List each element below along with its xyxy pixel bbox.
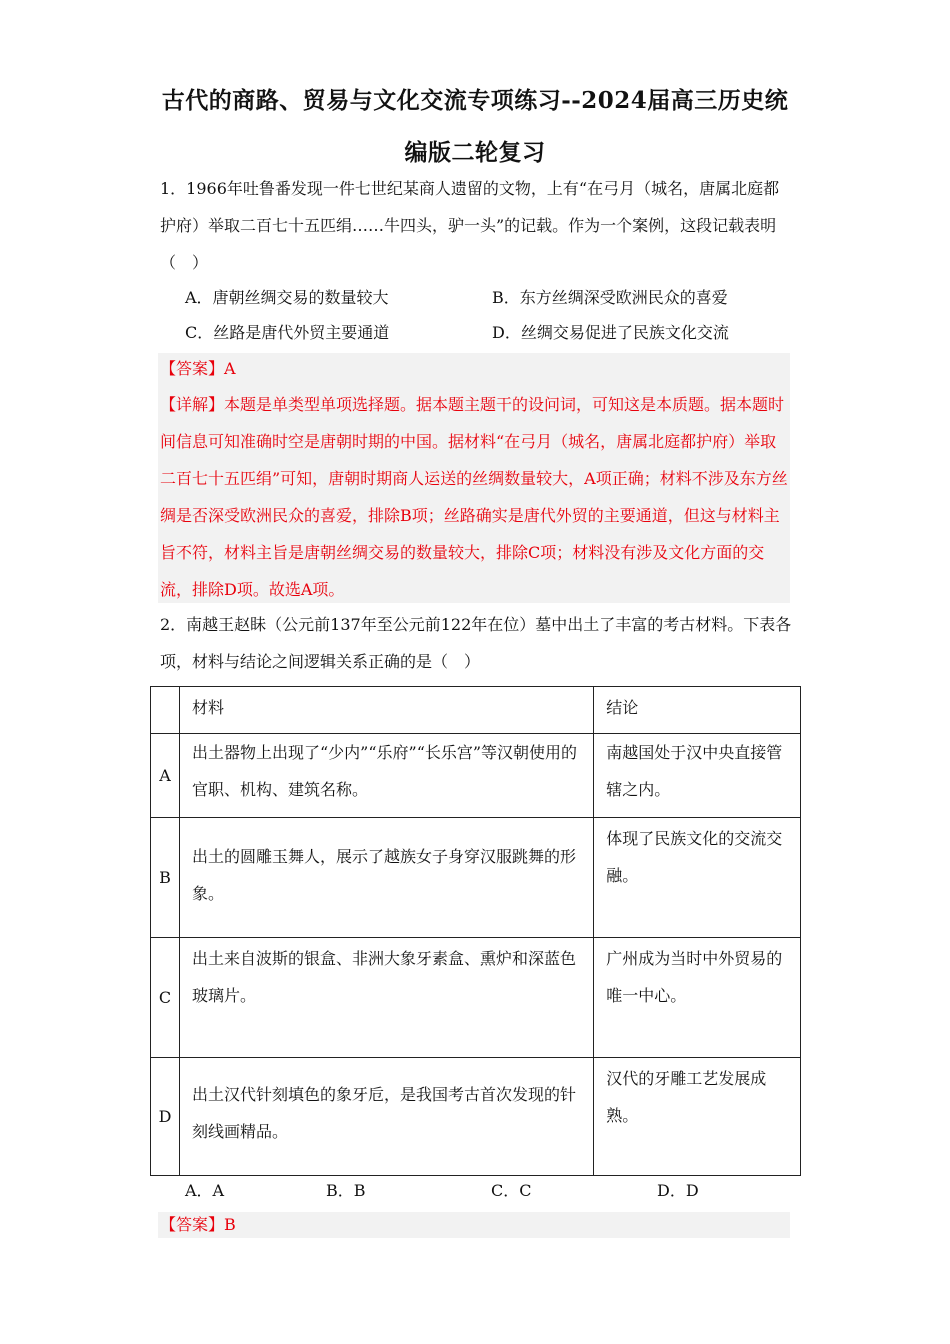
table-header-row <box>151 687 801 734</box>
q2-table <box>150 686 801 1176</box>
question-1-stem: 1．1966年吐鲁番发现一件七世纪某商人遗留的文物，上有“在弓月（城名，唐属北庭都护府）举取二百七十五匹绢……牛四头，驴一头”的记载。作为一个案例，这段记载表明（ ） <box>160 179 780 272</box>
row-a-material: 出土器物上出现了“少内”“乐府”“长乐宫”等汉朝使用的官职、机构、建筑名称。 <box>179 734 593 818</box>
row-label-a: A <box>151 734 180 818</box>
q2-option-a: A．A <box>185 1181 225 1200</box>
doc-title-line-2: 编版二轮复习 <box>404 139 546 166</box>
q2-option-c: C．C <box>491 1181 532 1200</box>
row-c-conclusion: 广州成为当时中外贸易的唯一中心。 <box>594 938 801 1058</box>
table-header-material: 材料 <box>179 687 593 734</box>
q1-option-a: A．唐朝丝绸交易的数量较大 <box>185 288 389 307</box>
q1-answer <box>160 350 790 387</box>
row-c-material: 出土来自波斯的银盒、非洲大象牙素盒、熏炉和深蓝色玻璃片。 <box>179 938 593 1058</box>
q2-option-d: D．D <box>657 1181 699 1200</box>
q1-detail-text: 本题是单类型单项选择题。据本题主题干的设问词，可知这是本质题。据本题时间信息可知准确时空是唐朝时期的中国。据材料“在弓月（城名，唐属北庭都护府）举取二百七十五匹绢”可知，唐朝时期商人运送的丝绸数量较大，A项正确；材料不涉及东方丝绸是否深受欧洲民众的喜爱，排除B项；丝路确实是唐代外贸的主要通道，但这与材料主旨不符，材料主旨是唐朝丝绸交易的数量较大，排除C项；材料没有涉及文化方面的交流，排除D项。故选A项。 <box>160 395 788 599</box>
q1-option-d: D．丝绸交易促进了民族文化交流 <box>492 323 729 342</box>
table-row <box>151 734 801 818</box>
table-header-conclusion: 结论 <box>594 687 801 734</box>
q2-option-b: B．B <box>326 1181 366 1200</box>
row-d-material: 出土汉代针刻填色的象牙卮，是我国考古首次发现的针刻线画精品。 <box>179 1058 593 1176</box>
q1-detail <box>160 386 790 608</box>
q1-answer-tag: 【答案】 <box>160 359 225 378</box>
table-row <box>151 938 801 1058</box>
table-header-blank <box>151 687 180 734</box>
q1-answer-value: A <box>224 359 236 378</box>
q2-answer-value: B <box>224 1215 236 1234</box>
row-label-c: C <box>151 938 180 1058</box>
row-b-material: 出土的圆雕玉舞人，展示了越族女子身穿汉服跳舞的形象。 <box>179 818 593 938</box>
q2-answer-tag: 【答案】 <box>160 1215 225 1234</box>
q1-option-c: C．丝路是唐代外贸主要通道 <box>185 323 390 342</box>
q1-option-b: B．东方丝绸深受欧洲民众的喜爱 <box>492 288 728 307</box>
question-2-stem: 2．南越王赵眛（公元前137年至公元前122年在位）墓中出土了丰富的考古材料。下表各项，材料与结论之间逻辑关系正确的是（ ） <box>160 615 792 671</box>
table-row <box>151 1058 801 1176</box>
table-row <box>151 818 801 938</box>
row-a-conclusion: 南越国处于汉中央直接管辖之内。 <box>594 734 801 818</box>
row-b-conclusion: 体现了民族文化的交流交融。 <box>594 818 801 938</box>
q2-answer <box>160 1206 790 1243</box>
row-label-d: D <box>151 1058 180 1176</box>
q1-detail-tag: 【详解】 <box>160 395 225 414</box>
row-label-b: B <box>151 818 180 938</box>
row-d-conclusion: 汉代的牙雕工艺发展成熟。 <box>594 1058 801 1176</box>
doc-title-line-1: 古代的商路、贸易与文化交流专项练习--2024届高三历史统 <box>161 87 789 114</box>
